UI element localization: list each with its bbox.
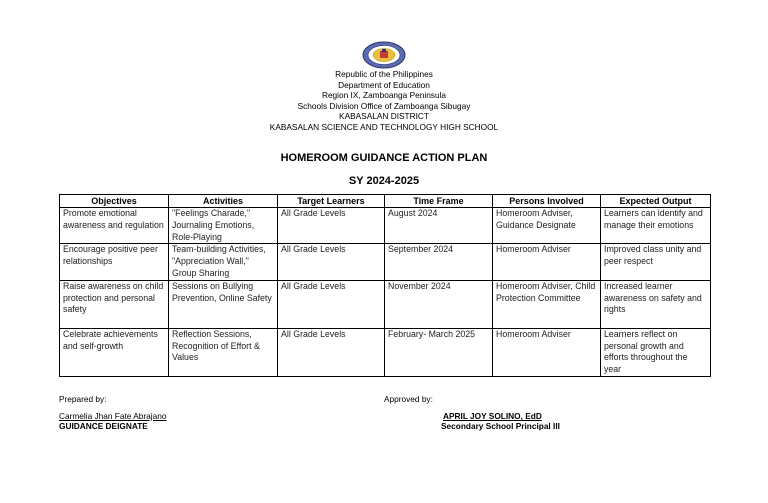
approved-by-name: APRIL JOY SOLINO, EdD bbox=[443, 411, 542, 421]
prepared-by-title: GUIDANCE DEIGNATE bbox=[59, 421, 148, 431]
table-cell: Raise awareness on child protection and personal safety bbox=[60, 280, 169, 328]
table-cell: September 2024 bbox=[385, 244, 493, 280]
header-line-republic: Republic of the Philippines bbox=[335, 69, 433, 79]
table-cell: Improved class unity and peer respect bbox=[601, 244, 711, 280]
table-cell: Learners can identify and manage their emotions bbox=[601, 208, 711, 244]
table-cell: Learners reflect on personal growth and efforts throughout the year bbox=[601, 328, 711, 376]
table-header-row bbox=[60, 195, 711, 208]
header-line-department: Department of Education bbox=[338, 79, 430, 90]
table-cell: All Grade Levels bbox=[278, 208, 385, 244]
approved-by-title: Secondary School Principal III bbox=[441, 421, 560, 431]
approved-by-label: Approved by: bbox=[384, 394, 433, 404]
column-header-objectives: Objectives bbox=[60, 195, 169, 208]
deped-seal-logo bbox=[362, 41, 406, 69]
header-line-district: KABASALAN DISTRICT bbox=[339, 111, 429, 121]
action-plan-table bbox=[59, 194, 711, 377]
header-line-division: Schools Division Office of Zamboanga Sibugay bbox=[297, 100, 471, 111]
table-cell: "Feelings Charade," Journaling Emotions, Role-Playing bbox=[169, 208, 278, 244]
header-line-region: Region IX, Zamboanga Peninsula bbox=[321, 90, 447, 100]
table-cell: Reflection Sessions, Recognition of Effort & Values bbox=[169, 328, 278, 376]
table-row bbox=[60, 328, 711, 376]
table-row bbox=[60, 244, 711, 280]
table-cell: November 2024 bbox=[385, 280, 493, 328]
prepared-by-label: Prepared by: bbox=[59, 394, 107, 404]
school-year: SY 2024-2025 bbox=[348, 175, 420, 187]
table-cell: Homeroom Adviser bbox=[493, 244, 601, 280]
table-cell: All Grade Levels bbox=[278, 244, 385, 280]
table-cell: Increased learner awareness on safety and rights bbox=[601, 280, 711, 328]
table-cell: February- March 2025 bbox=[385, 328, 493, 376]
column-header-target-learners: Target Learners bbox=[278, 195, 385, 208]
table-cell: Sessions on Bullying Prevention, Online Safety bbox=[169, 280, 278, 328]
table-cell: Encourage positive peer relationships bbox=[60, 244, 169, 280]
prepared-by-name: Carmelia Jhan Fate Abrajano bbox=[59, 411, 167, 421]
table-cell: Celebrate achievements and self-growth bbox=[60, 328, 169, 376]
document-title: HOMEROOM GUIDANCE ACTION PLAN bbox=[280, 152, 488, 164]
table-cell: Homeroom Adviser, Child Protection Committee bbox=[493, 280, 601, 328]
column-header-activities: Activities bbox=[169, 195, 278, 208]
table-cell: Homeroom Adviser bbox=[493, 328, 601, 376]
column-header-time-frame: Time Frame bbox=[385, 195, 493, 208]
table-row bbox=[60, 280, 711, 328]
column-header-persons-involved: Persons Involved bbox=[493, 195, 601, 208]
header-line-school: KABASALAN SCIENCE AND TECHNOLOGY HIGH SCHOOL bbox=[269, 121, 499, 132]
table-row bbox=[60, 208, 711, 244]
table-cell: Team-building Activities, "Appreciation Wall," Group Sharing bbox=[169, 244, 278, 280]
table-cell: Promote emotional awareness and regulation bbox=[60, 208, 169, 244]
letterhead bbox=[0, 69, 768, 132]
table-cell: August 2024 bbox=[385, 208, 493, 244]
table-cell: Homeroom Adviser, Guidance Designate bbox=[493, 208, 601, 244]
column-header-expected-output: Expected Output bbox=[601, 195, 711, 208]
table-cell: All Grade Levels bbox=[278, 328, 385, 376]
table-cell: All Grade Levels bbox=[278, 280, 385, 328]
